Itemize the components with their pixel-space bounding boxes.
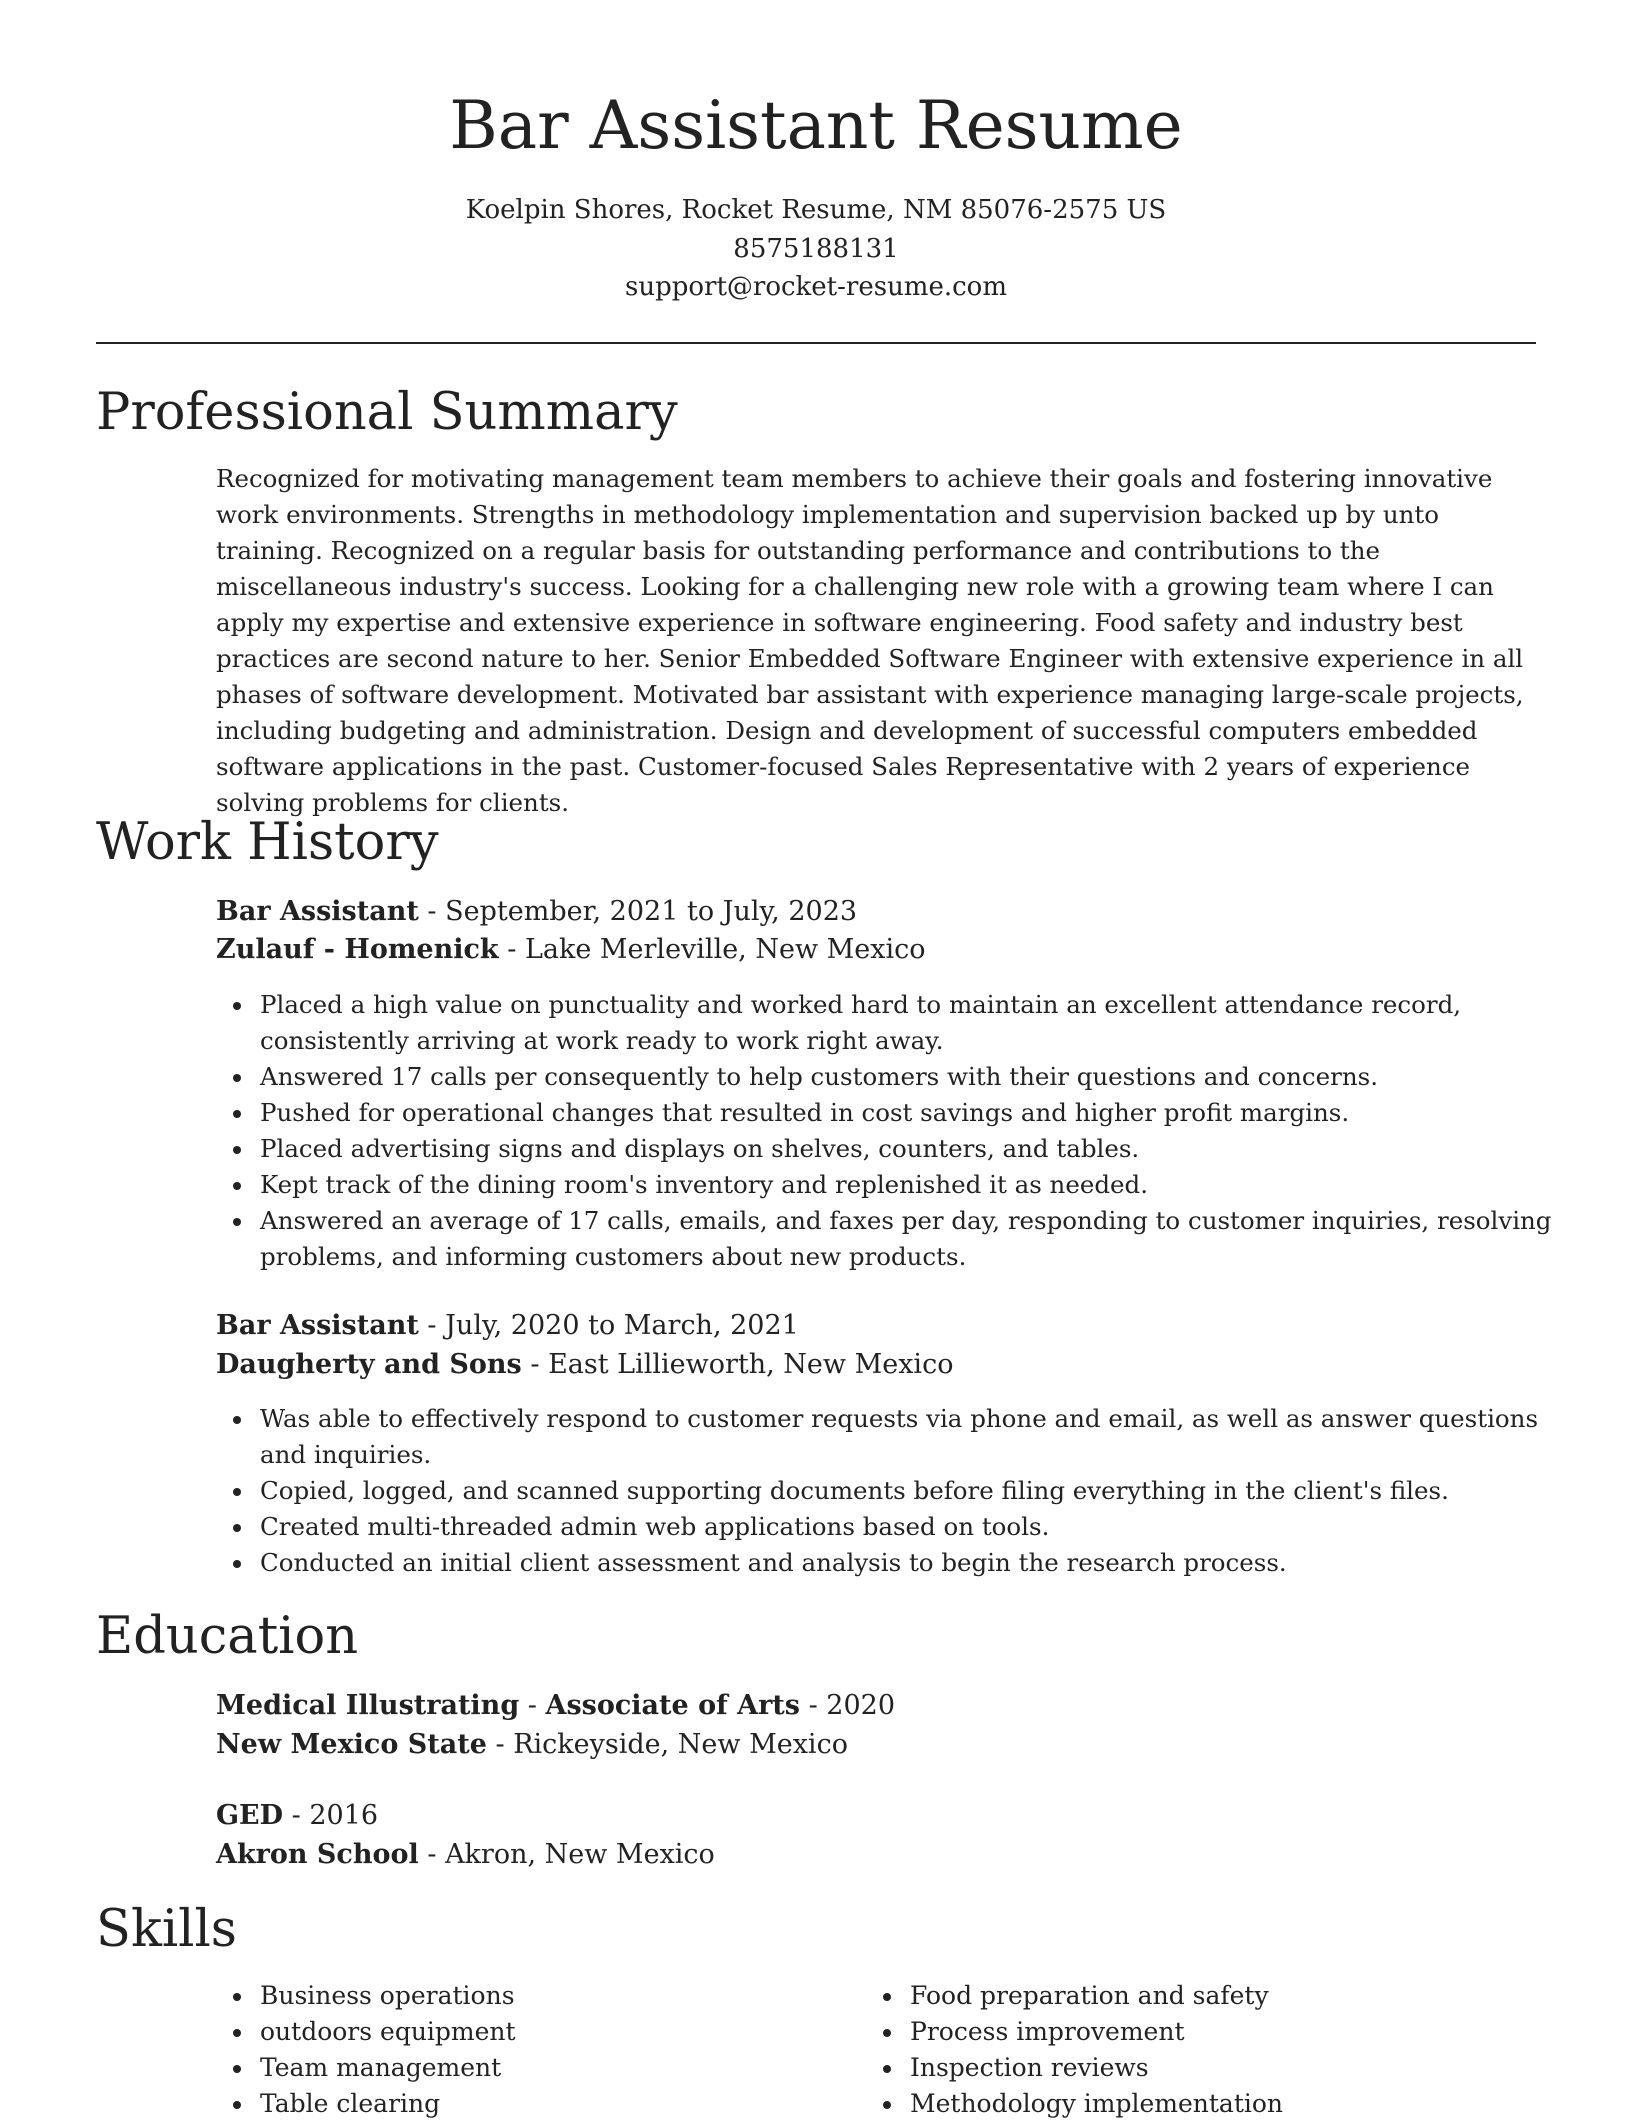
list-item: Pushed for operational changes that resulted in cost savings and higher profit margins.	[260, 1095, 1580, 1131]
skill-item: Methodology implementation	[910, 2086, 1510, 2122]
list-item: Placed advertising signs and displays on shelves, counters, and tables.	[260, 1131, 1580, 1167]
education-2-school-line: Akron School - Akron, New Mexico	[216, 1839, 715, 1870]
job-dates: July, 2020 to March, 2021	[445, 1310, 799, 1341]
job-location: East Lillieworth, New Mexico	[548, 1349, 954, 1380]
header-divider	[96, 342, 1536, 344]
education-1-school-line: New Mexico State - Rickeyside, New Mexico	[216, 1729, 848, 1760]
list-item: Kept track of the dining room's inventory and replenished it as needed.	[260, 1167, 1580, 1203]
list-item: Created multi-threaded admin web applications based on tools.	[260, 1509, 1580, 1545]
list-item: Placed a high value on punctuality and worked hard to maintain an excellent attendance record, consistently arriving at work ready to work right away.	[260, 987, 1580, 1059]
skills-heading: Skills	[96, 1900, 237, 1959]
education-year: 2020	[826, 1690, 895, 1721]
job-company: Zulauf - Homenick	[216, 934, 499, 965]
education-location: Rickeyside, New Mexico	[513, 1729, 848, 1760]
skill-item: Food preparation and safety	[910, 1978, 1510, 2014]
summary-text: Recognized for motivating management team members to achieve their goals and fostering innovative work environments. Strengths in methodology implementation and supervision backed up by unto training. Recognized on a regular basis for outstanding performance and contributions to the miscellaneous industry's success. Looking for a challenging new role with a growing team where I can apply my expertise and extensive experience in software engineering. Food safety and industry best practices are second nature to her. Senior Embedded Software Engineer with extensive experience in all phases of software development. Motivated bar assistant with experience managing large-scale projects, including budgeting and administration. Design and development of successful computers embedded software applications in the past. Customer-focused Sales Representative with 2 years of experience solving problems for clients.	[216, 464, 1524, 817]
education-degree: GED	[216, 1800, 284, 1831]
skills-column-right	[866, 1978, 1510, 2122]
list-item: Conducted an initial client assessment and analysis to begin the research process.	[260, 1545, 1580, 1581]
skills-column-left	[216, 1978, 860, 2122]
job-1-title-line: Bar Assistant - September, 2021 to July, 2023	[216, 896, 858, 927]
skill-item: outdoors equipment	[260, 2014, 860, 2050]
contact-email: support@rocket-resume.com	[624, 272, 1007, 302]
education-location: Akron, New Mexico	[445, 1839, 715, 1870]
education-school: Akron School	[216, 1839, 419, 1870]
job-location: Lake Merleville, New Mexico	[524, 934, 926, 965]
job-1-company-line: Zulauf - Homenick - Lake Merleville, New Mexico	[216, 934, 926, 965]
list-item: Answered an average of 17 calls, emails, and faxes per day, responding to customer inquiries, resolving problems, and informing customers about new products.	[260, 1203, 1580, 1275]
education-2-degree-line: GED - 2016	[216, 1800, 379, 1831]
job-company: Daugherty and Sons	[216, 1349, 522, 1380]
job-2-bullets	[216, 1401, 1580, 1581]
skill-item: Business operations	[260, 1978, 860, 2014]
contact-address: Koelpin Shores, Rocket Resume, NM 85076-2575 US	[465, 195, 1167, 225]
education-1-degree-line: Medical Illustrating - Associate of Arts - 2020	[216, 1690, 895, 1721]
skill-item: Table clearing	[260, 2086, 860, 2122]
education-field: Medical Illustrating	[216, 1690, 520, 1721]
education-degree: Associate of Arts	[545, 1690, 800, 1721]
education-heading: Education	[96, 1607, 359, 1666]
job-2-title-line: Bar Assistant - July, 2020 to March, 2021	[216, 1310, 799, 1341]
skill-item: Inspection reviews	[910, 2050, 1510, 2086]
education-year: 2016	[309, 1800, 379, 1831]
list-item: Copied, logged, and scanned supporting documents before filing everything in the client's files.	[260, 1473, 1580, 1509]
summary-heading: Professional Summary	[96, 383, 678, 442]
job-title: Bar Assistant	[216, 1310, 419, 1341]
list-item: Answered 17 calls per consequently to help customers with their questions and concerns.	[260, 1059, 1580, 1095]
contact-phone: 8575188131	[733, 234, 899, 264]
skill-item: Team management	[260, 2050, 860, 2086]
job-dates: September, 2021 to July, 2023	[445, 896, 858, 927]
job-1-bullets	[216, 987, 1580, 1275]
job-title: Bar Assistant	[216, 896, 419, 927]
work-heading: Work History	[96, 813, 439, 872]
list-item: Was able to effectively respond to customer requests via phone and email, as well as answer questions and inquiries.	[260, 1401, 1580, 1473]
resume-title: Bar Assistant Resume	[449, 87, 1183, 164]
job-2-company-line: Daugherty and Sons - East Lillieworth, New Mexico	[216, 1349, 954, 1380]
education-school: New Mexico State	[216, 1729, 487, 1760]
skill-item: Process improvement	[910, 2014, 1510, 2050]
